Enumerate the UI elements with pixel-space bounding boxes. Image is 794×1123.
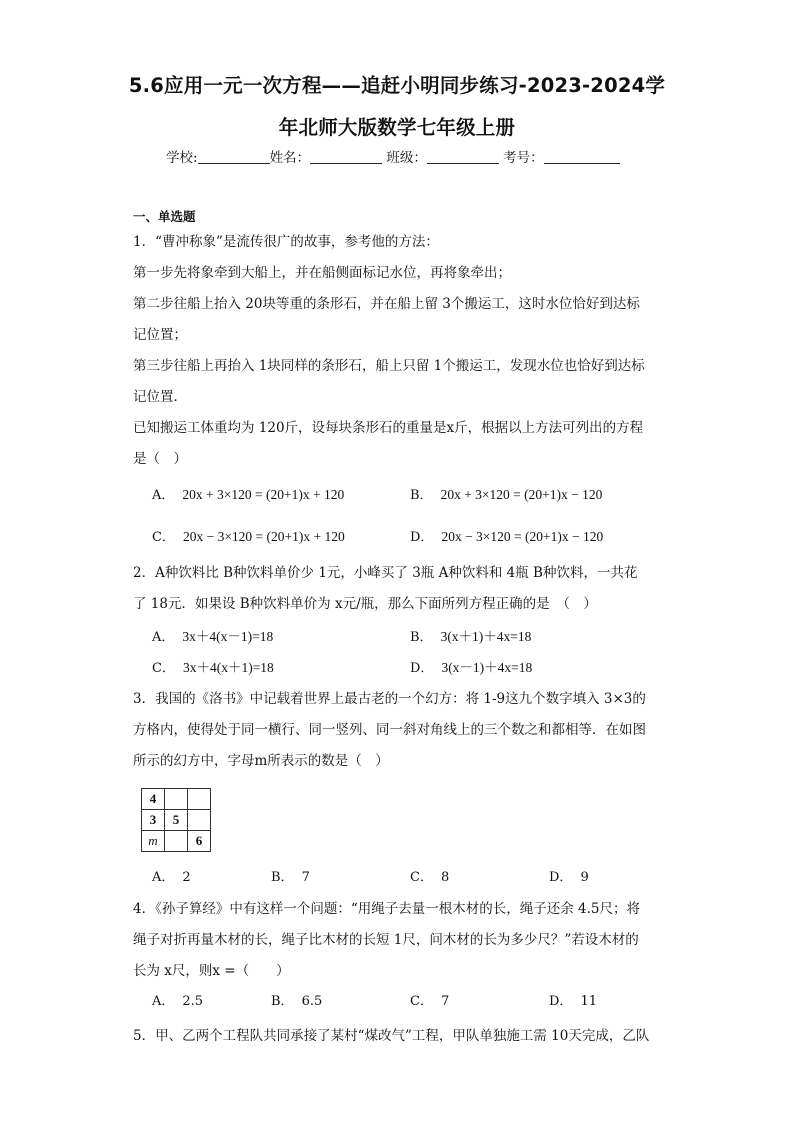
q1-option-b[interactable]	[410, 488, 602, 502]
grid-cell-m: m	[142, 831, 165, 852]
option-label: A．	[152, 870, 175, 885]
option-text: 3x＋4(x－1)=18	[182, 629, 274, 644]
page-title-line-2: 年北师大版数学七年级上册	[278, 116, 516, 139]
student-info-row	[166, 146, 620, 166]
q3-line: 3．我国的《洛书》中记载着世界上最古老的一个幻方：将 1-9这九个数字填入 3×3的	[133, 691, 646, 707]
q3-line: 方格内，使得处于同一横行、同一竖列、同一斜对角线上的三个数之和都相等．在如图	[133, 722, 646, 738]
option-label: D．	[410, 530, 434, 545]
grid-row	[142, 810, 211, 831]
option-text: 20x − 3×120 = (20+1)x − 120	[441, 529, 604, 544]
option-label: D．	[549, 994, 573, 1009]
q1-line: 是（ ）	[133, 451, 187, 467]
option-label: C．	[152, 530, 175, 545]
option-label: B．	[410, 488, 433, 503]
option-text: 8	[440, 870, 450, 885]
q3-line: 所示的幻方中，字母m所表示的数是（ ）	[133, 753, 389, 769]
q4-option-c[interactable]	[410, 995, 449, 1008]
grid-cell	[165, 831, 188, 852]
option-text: 9	[580, 870, 589, 885]
q1-line: 1．“曹冲称象”是流传很广的故事，参考他的方法：	[133, 234, 439, 250]
option-text: 7	[440, 994, 450, 1009]
q4-option-b[interactable]	[271, 995, 322, 1008]
school-label: 学校:	[166, 150, 198, 166]
q2-option-c[interactable]	[152, 661, 274, 675]
option-text: 20x + 3×120 = (20+1)x − 120	[440, 487, 603, 502]
q4-line: 长为 x尺，则x =（ ）	[133, 963, 290, 979]
option-label: A．	[152, 630, 175, 645]
q1-line: 第二步往船上抬入 20块等重的条形石，并在船上留 3个搬运工，这时水位恰好到达标	[133, 296, 640, 312]
grid-cell	[188, 789, 211, 810]
option-text: 6.5	[301, 994, 323, 1009]
q3-option-c[interactable]	[410, 871, 449, 884]
option-text: 2.5	[182, 994, 204, 1009]
option-text: 20x + 3×120 = (20+1)x + 120	[182, 487, 345, 502]
q1-option-a[interactable]	[152, 488, 344, 502]
page-title-line-1: 5.6应用一元一次方程——追赶小明同步练习-2023-2024学	[128, 74, 666, 97]
q1-line: 记位置．	[133, 389, 187, 405]
option-text: 3(x－1)＋4x=18	[441, 660, 533, 675]
q1-line: 第三步往船上再抬入 1块同样的条形石，船上只留 1个搬运工，发现水位也恰好到达标	[133, 358, 645, 374]
q4-option-a[interactable]	[152, 995, 203, 1008]
grid-row	[142, 789, 211, 810]
option-text: 3x＋4(x＋1)=18	[182, 660, 274, 675]
option-label: A．	[152, 994, 175, 1009]
grid-cell	[188, 810, 211, 831]
option-text: 7	[301, 870, 310, 885]
q5-line: 5．甲、乙两个工程队共同承接了某村“煤改气”工程，甲队单独施工需 10天完成，乙队	[133, 1028, 650, 1044]
q1-line: 已知搬运工体重均为 120斤，设每块条形石的重量是x斤，根据以上方法可列出的方程	[133, 420, 644, 436]
q4-line: 4．《孙子算经》中有这样一个问题：“用绳子去量一根木材的长，绳子还余 4.5尺；将	[133, 901, 641, 917]
option-label: D．	[410, 661, 434, 676]
q2-option-b[interactable]	[410, 630, 531, 644]
q1-line: 第一步先将象牵到大船上，并在船侧面标记水位，再将象牵出；	[133, 265, 511, 281]
number-blank	[544, 149, 620, 164]
magic-square-grid	[141, 788, 211, 852]
name-label: 姓名：	[269, 150, 311, 166]
grid-cell: 5	[165, 810, 188, 831]
q3-option-a[interactable]	[152, 871, 191, 884]
grid-row	[142, 831, 211, 852]
q4-option-d[interactable]	[549, 995, 597, 1008]
school-blank	[198, 149, 270, 164]
name-blank	[310, 149, 382, 164]
option-text: 20x − 3×120 = (20+1)x + 120	[182, 529, 345, 544]
q2-option-d[interactable]	[410, 661, 532, 675]
class-label: 班级：	[386, 150, 427, 166]
q1-option-d[interactable]	[410, 530, 603, 544]
q4-line: 绳子对折再量木材的长，绳子比木材的长短 1尺，问木材的长为多少尺？”若设木材的	[133, 932, 639, 948]
option-label: B．	[271, 870, 294, 885]
q1-line: 记位置；	[133, 327, 187, 343]
option-label: C．	[410, 994, 433, 1009]
q3-option-d[interactable]	[549, 871, 589, 884]
q3-option-b[interactable]	[271, 871, 310, 884]
option-label: B．	[410, 630, 433, 645]
option-text: 11	[580, 994, 597, 1009]
grid-cell: 3	[142, 810, 165, 831]
section-heading: 一、单选题	[133, 209, 196, 224]
grid-cell: 6	[188, 831, 211, 852]
q2-line: 2．A种饮料比 B种饮料单价少 1元，小峰买了 3瓶 A种饮料和 4瓶 B种饮料，一共花	[133, 565, 638, 581]
grid-cell: 4	[142, 789, 165, 810]
option-label: C．	[152, 661, 175, 676]
option-label: B．	[271, 994, 294, 1009]
option-text: 3(x＋1)＋4x=18	[440, 629, 532, 644]
q2-line: 了 18元．如果设 B种饮料单价为 x元/瓶，那么下面所列方程正确的是 （ ）	[133, 596, 597, 612]
q1-option-c[interactable]	[152, 530, 345, 544]
class-blank	[427, 149, 499, 164]
q2-option-a[interactable]	[152, 630, 273, 644]
option-label: C．	[410, 870, 433, 885]
grid-cell	[165, 789, 188, 810]
number-label: 考号：	[503, 150, 544, 166]
option-label: A．	[152, 488, 175, 503]
option-text: 2	[182, 870, 191, 885]
option-label: D．	[549, 870, 573, 885]
